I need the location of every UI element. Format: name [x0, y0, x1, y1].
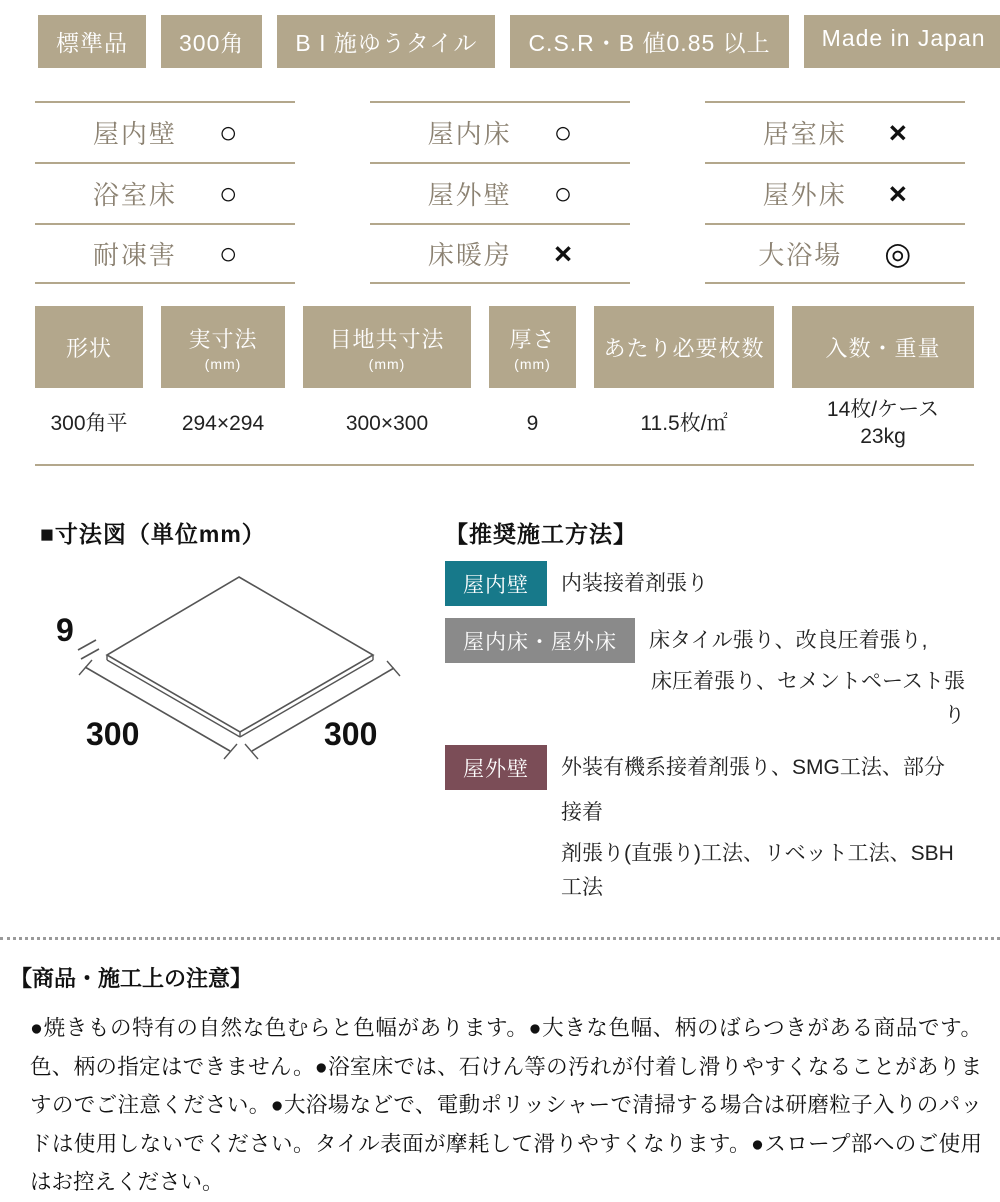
width-dimension-label: 300 [86, 716, 140, 752]
installation-badge-floors: 屋内床・屋外床 [445, 618, 635, 663]
installation-methods-section [445, 516, 1000, 905]
tile-isometric-diagram [26, 563, 446, 768]
spec-header-qty-weight [792, 306, 974, 388]
usage-label: 耐凍害 [92, 240, 177, 270]
spec-value-weight: 23kg [860, 425, 906, 448]
usage-label: 屋内床 [427, 119, 512, 149]
usage-row-2 [35, 162, 965, 223]
spec-header-thickness [489, 306, 576, 388]
installation-desc [649, 618, 965, 733]
spec-value-thickness: 9 [526, 411, 539, 435]
spec-header-title: 入数・重量 [825, 335, 941, 361]
spec-header-pieces-per-sqm [594, 306, 774, 388]
usage-cell-outdoor-wall [370, 162, 630, 223]
usage-cell-living-floor [705, 101, 965, 162]
usage-row-3 [35, 223, 965, 284]
installation-desc-line2: 剤張り(直張り)工法、リベット工法、SBH工法 [561, 842, 954, 899]
thickness-dimension-label: 9 [56, 612, 74, 648]
spec-value-qty-weight [792, 396, 974, 450]
spec-header-title: 実寸法 [188, 326, 258, 352]
spec-value-joint-size: 300×300 [345, 411, 429, 435]
usage-mark: ○ [553, 115, 573, 150]
usage-label: 浴室床 [92, 180, 177, 210]
usage-mark: ◎ [884, 236, 912, 271]
usage-cell-floor-heating [370, 223, 630, 284]
spec-header-title: あたり必要枚数 [603, 335, 765, 361]
lower-sections [0, 516, 1000, 905]
spec-table-header [35, 306, 1000, 388]
installation-desc-line1: 内装接着剤張り [561, 572, 708, 595]
usage-suitability-grid [35, 101, 965, 284]
usage-row-1 [35, 101, 965, 162]
usage-mark: ○ [218, 115, 238, 150]
usage-label: 居室床 [762, 119, 847, 149]
usage-label: 屋外床 [762, 180, 847, 210]
spec-header-unit: (mm) [368, 355, 406, 372]
spec-header-shape [35, 306, 143, 388]
tag-glazed-tile-class: B I 施ゆうタイル [277, 15, 495, 68]
notes-title: 【商品・施工上の注意】 [10, 966, 253, 991]
installation-item-outdoor-wall [445, 745, 965, 905]
installation-desc-line1: 外装有機系接着剤張り、SMG工法、部分接着 [561, 756, 945, 824]
installation-methods-title: 【推奨施工方法】 [445, 521, 637, 547]
usage-cell-frost-resistance [35, 223, 295, 284]
usage-label: 屋外壁 [427, 180, 512, 210]
usage-label: 床暖房 [427, 240, 512, 270]
spec-header-joint-size [303, 306, 471, 388]
installation-desc [561, 745, 965, 905]
installation-item-floors [445, 618, 965, 733]
dimension-diagram-section [0, 516, 445, 905]
spec-header-title: 目地共寸法 [329, 326, 445, 352]
usage-mark: × [888, 176, 907, 211]
tag-size-300: 300角 [161, 15, 262, 68]
dotted-divider [0, 937, 1000, 940]
spec-header-actual-size [161, 306, 285, 388]
dimension-diagram-title: ■寸法図（単位mm） [40, 521, 266, 547]
installation-badge-indoor-wall: 屋内壁 [445, 561, 547, 606]
usage-mark: ○ [218, 236, 238, 271]
spec-value-shape: 300角平 [50, 411, 128, 435]
installation-desc-line2: 床圧着張り、セメントペースト張り [651, 670, 965, 727]
usage-mark: ○ [553, 176, 573, 211]
notes-section [10, 962, 990, 1202]
usage-mark: ○ [218, 176, 238, 211]
tag-made-in-japan: Made in Japan [804, 15, 1000, 68]
installation-desc [561, 561, 965, 606]
usage-cell-public-bath [705, 223, 965, 284]
spec-header-unit: (mm) [514, 355, 551, 372]
spec-header-title: 形状 [65, 335, 112, 361]
usage-cell-indoor-wall [35, 101, 295, 162]
installation-badge-outdoor-wall: 屋外壁 [445, 745, 547, 790]
usage-cell-outdoor-floor [705, 162, 965, 223]
tag-standard-product: 標準品 [38, 15, 146, 68]
usage-mark: × [888, 115, 907, 150]
installation-item-indoor-wall [445, 561, 965, 606]
depth-dimension-label: 300 [324, 716, 378, 752]
spec-value-pieces-per-sqm: 11.5枚/㎡ [640, 411, 728, 435]
usage-label: 大浴場 [758, 240, 843, 270]
notes-body: ●焼きもの特有の自然な色むらと色幅があります。●大きな色幅、柄のばらつきがある商品です。色、柄の指定はできません。●浴室床では、石けん等の汚れが付着し滑りやすくなることがありますのでご注意ください。●大浴場などで、電動ポリッシャーで清掃する場合は研磨粒子入りのパッドは使用しないでください。タイル表面が摩耗して滑りやすくなります。●スロープ部へのご使用はお控えください。 [30, 1016, 982, 1194]
spec-value-actual-size: 294×294 [181, 411, 265, 435]
usage-cell-bathroom-floor [35, 162, 295, 223]
usage-cell-indoor-floor [370, 101, 630, 162]
usage-label: 屋内壁 [92, 119, 177, 149]
spec-table [35, 306, 1000, 466]
spec-header-title: 厚さ [509, 326, 556, 352]
installation-desc-line1: 床タイル張り、改良圧着張り, [649, 629, 928, 652]
product-tag-row [0, 0, 1000, 68]
spec-table-row [35, 388, 974, 466]
spec-value-qty: 14枚/ケース [826, 398, 940, 421]
spec-header-unit: (mm) [204, 355, 242, 372]
usage-mark: × [553, 236, 573, 271]
tag-csr-value: C.S.R・B 値0.85 以上 [510, 15, 788, 68]
